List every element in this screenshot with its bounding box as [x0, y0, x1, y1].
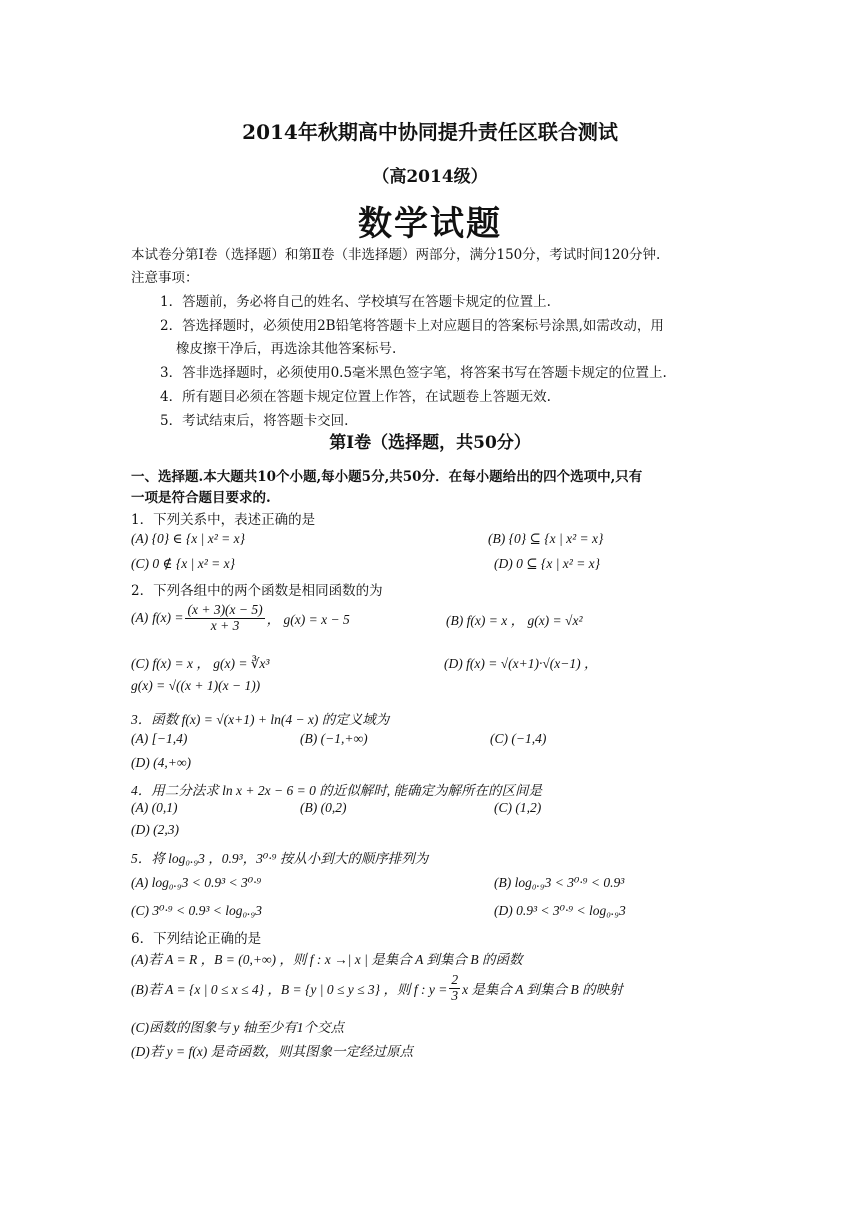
exam-title: 2014年秋期高中协同提升责任区联合测试	[242, 120, 618, 144]
q6-option-d: (D)若 y = f(x) 是奇函数，则其图象一定经过原点	[131, 1044, 414, 1059]
note-2-cont: 橡皮擦干净后，再选涂其他答案标号.	[176, 341, 397, 357]
q6-b-post: x 是集合 A 到集合 B 的映射	[462, 982, 623, 997]
intro-line: 本试卷分第Ⅰ卷（选择题）和第Ⅱ卷（非选择题）两部分，满分150分，考试时间120分钟.	[131, 247, 661, 263]
q1-option-b: (B) {0} ⊆ {x | x² = x}	[488, 531, 604, 546]
section-title: 第Ⅰ卷（选择题，共50分）	[329, 433, 531, 453]
q4-option-a: (A) (0,1)	[131, 800, 178, 815]
q3-option-a: (A) [−1,4)	[131, 731, 188, 746]
q6-option-c: (C)函数的图象与 y 轴至少有1个交点	[131, 1020, 344, 1035]
q2-a-f: f(x) =	[152, 610, 184, 625]
q5-option-a: (A) log₀.₉3 < 0.9³ < 3⁰·⁹	[131, 875, 262, 890]
q3-stem: 3．函数 f(x) = √(x+1) + ln(4 − x) 的定义域为	[131, 712, 390, 727]
note-1: 1．答题前，务必将自己的姓名、学校填写在答题卡规定的位置上.	[160, 294, 551, 310]
q2-a-prefix: (A)	[131, 610, 149, 625]
q1-option-c: (C) 0 ∉ {x | x² = x}	[131, 556, 236, 571]
q2-a-fraction	[185, 603, 264, 634]
q4-option-d: (D) (2,3)	[131, 822, 179, 837]
note-5: 5．考试结束后，将答题卡交回.	[160, 413, 349, 429]
note-4: 4．所有题目必须在答题卡规定位置上作答，在试题卷上答题无效.	[160, 389, 551, 405]
q2-option-a	[131, 598, 350, 638]
q4-option-c: (C) (1,2)	[494, 800, 542, 815]
section-instruction-cont: 一项是符合题目要求的.	[131, 490, 271, 506]
q5-option-b: (B) log₀.₉3 < 3⁰·⁹ < 0.9³	[494, 875, 625, 890]
q5-option-d: (D) 0.9³ < 3⁰·⁹ < log₀.₉3	[494, 903, 626, 918]
q2-option-b: (B) f(x) = x ， g(x) = √x²	[446, 613, 583, 628]
q6-stem: 6．下列结论正确的是	[131, 931, 262, 947]
q6-b-numerator: 2	[451, 971, 459, 987]
q2-a-g: ， g(x) = x − 5	[266, 612, 350, 627]
q6-b-denominator: 3	[451, 987, 459, 1003]
q2-a-denominator: x + 3	[210, 617, 240, 633]
q3-option-c: (C) (−1,4)	[490, 731, 547, 746]
section-instruction: 一、选择题.本大题共10个小题,每小题5分,共50分．在每小题给出的四个选项中,只有	[131, 469, 643, 485]
q4-option-b: (B) (0,2)	[300, 800, 347, 815]
q3-option-b: (B) (−1,+∞)	[300, 731, 368, 746]
q3-option-d: (D) (4,+∞)	[131, 755, 191, 770]
q1-stem: 1．下列关系中，表述正确的是	[131, 512, 316, 528]
q2-a-numerator: (x + 3)(x − 5)	[187, 601, 263, 617]
q5-stem: 5．将 log₀.₉3 ，0.9³，3⁰·⁹ 按从小到大的顺序排列为	[131, 851, 429, 866]
q1-option-d: (D) 0 ⊆ {x | x² = x}	[494, 556, 601, 571]
q6-b-pre: (B)若 A = {x | 0 ≤ x ≤ 4} ，B = {y | 0 ≤ y ≤ 3} ，则 f : y =	[131, 982, 448, 997]
note-2: 2．答选择题时，必须使用2B铅笔将答题卡上对应题目的答案标号涂黑,如需改动，用	[160, 318, 664, 334]
q2-option-d-cont: g(x) = √((x + 1)(x − 1))	[131, 678, 261, 693]
q1-option-a: (A) {0} ∈ {x | x² = x}	[131, 531, 246, 546]
q5-option-c: (C) 3⁰·⁹ < 0.9³ < log₀.₉3	[131, 903, 263, 918]
note-3: 3．答非选择题时，必须使用0.5毫米黑色签字笔，将答案书写在答题卡规定的位置上.	[160, 365, 667, 381]
notice-label: 注意事项：	[131, 270, 199, 286]
q6-option-b	[131, 968, 623, 1008]
exam-grade: （高2014级）	[372, 167, 488, 187]
q6-option-a: (A)若 A = R ，B = (0,+∞) ，则 f : x →| x | 是集合 A 到集合 B 的函数	[131, 952, 523, 967]
q2-option-d: (D) f(x) = √(x+1)·√(x−1) ，	[444, 656, 598, 671]
q2-option-c: (C) f(x) = x ， g(x) = ∛x³	[131, 656, 270, 671]
q2-stem: 2．下列各组中的两个函数是相同函数的为	[131, 583, 383, 599]
q6-b-fraction	[449, 973, 460, 1004]
exam-subject: 数学试题	[358, 204, 502, 244]
q4-stem: 4．用二分法求 ln x + 2x − 6 = 0 的近似解时, 能确定为解所在的区间是	[131, 783, 542, 798]
